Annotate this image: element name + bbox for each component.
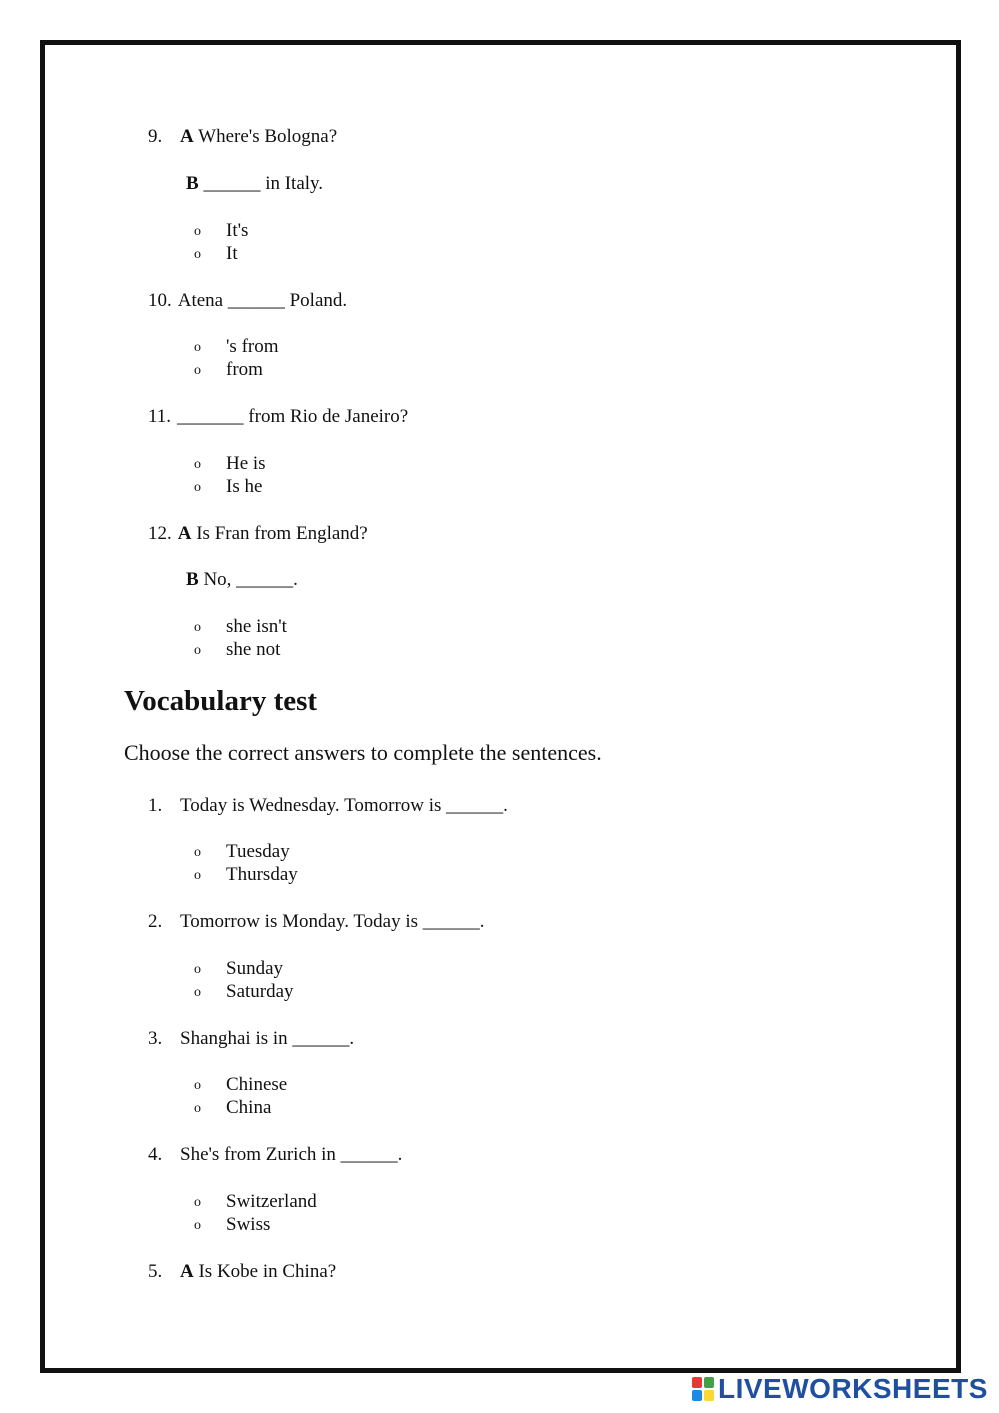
question-number: 1.	[148, 795, 163, 816]
question-9	[148, 125, 337, 149]
question-number: 2.	[148, 911, 163, 932]
logo-square	[692, 1377, 702, 1388]
option-label[interactable]: she not	[226, 639, 281, 660]
logo-text: LIVEWORKSHEETS	[718, 1373, 988, 1404]
question-10	[148, 289, 347, 313]
option[interactable]	[194, 863, 298, 888]
radio-bullet-icon[interactable]: o	[194, 224, 201, 239]
speaker-a-label: A	[177, 523, 192, 544]
vocab-question-3	[148, 1027, 354, 1051]
radio-bullet-icon[interactable]: o	[194, 985, 201, 1000]
section-instruction: Choose the correct answers to complete the sentences.	[124, 740, 602, 765]
option[interactable]	[194, 1190, 317, 1215]
question-text: _______ from Rio de Janeiro?	[177, 406, 409, 427]
option-label[interactable]: she isn't	[226, 616, 287, 637]
radio-bullet-icon[interactable]: o	[194, 1195, 201, 1210]
vocab-question-2	[148, 910, 485, 934]
radio-bullet-icon[interactable]: o	[194, 1078, 201, 1093]
radio-bullet-icon[interactable]: o	[194, 1218, 201, 1233]
option-label[interactable]: China	[226, 1097, 272, 1118]
option[interactable]	[194, 358, 263, 383]
answer-line-text: ______ in Italy.	[198, 173, 324, 194]
option-label[interactable]: Tuesday	[226, 841, 290, 862]
question-text: Shanghai is in ______.	[180, 1028, 355, 1049]
option[interactable]	[194, 1213, 270, 1238]
radio-bullet-icon[interactable]: o	[194, 363, 201, 378]
option[interactable]	[194, 1096, 271, 1121]
option-label[interactable]: Chinese	[226, 1074, 288, 1095]
speaker-b-label: B	[186, 569, 199, 590]
question-number: 12.	[148, 523, 172, 544]
option-label[interactable]: It's	[226, 220, 249, 241]
option-label[interactable]: Is he	[226, 476, 263, 497]
radio-bullet-icon[interactable]: o	[194, 1101, 201, 1116]
option[interactable]	[194, 957, 283, 982]
question-12-answer-line	[186, 568, 298, 592]
radio-bullet-icon[interactable]: o	[194, 643, 201, 658]
question-text: Is Kobe in China?	[193, 1261, 337, 1282]
section-heading: Vocabulary test	[124, 685, 318, 717]
option[interactable]	[194, 1073, 287, 1098]
option-label[interactable]: 's from	[226, 336, 279, 357]
question-number: 9.	[148, 126, 163, 147]
option-label[interactable]: Switzerland	[226, 1191, 317, 1212]
option-label[interactable]: Thursday	[226, 864, 298, 885]
answer-line-text: No, ______.	[198, 569, 298, 590]
question-number: 5.	[148, 1261, 163, 1282]
question-text: Today is Wednesday. Tomorrow is ______.	[180, 795, 508, 816]
option[interactable]	[194, 219, 248, 244]
speaker-b-label: B	[186, 173, 199, 194]
worksheet-content	[45, 45, 956, 1368]
question-text: Tomorrow is Monday. Today is ______.	[180, 911, 485, 932]
radio-bullet-icon[interactable]: o	[194, 340, 201, 355]
question-text: Atena ______ Poland.	[177, 290, 348, 311]
question-text: She's from Zurich in ______.	[180, 1144, 403, 1165]
radio-bullet-icon[interactable]: o	[194, 845, 201, 860]
radio-bullet-icon[interactable]: o	[194, 962, 201, 977]
radio-bullet-icon[interactable]: o	[194, 620, 201, 635]
question-number: 3.	[148, 1028, 163, 1049]
option-label[interactable]: Swiss	[226, 1214, 271, 1235]
option[interactable]	[194, 980, 294, 1005]
radio-bullet-icon[interactable]: o	[194, 868, 201, 883]
logo-icon	[692, 1377, 714, 1401]
question-text: Where's Bologna?	[193, 126, 338, 147]
logo-square	[692, 1390, 702, 1401]
option-label[interactable]: Sunday	[226, 958, 283, 979]
question-12	[148, 522, 368, 546]
radio-bullet-icon[interactable]: o	[194, 457, 201, 472]
question-number: 4.	[148, 1144, 163, 1165]
logo-square	[704, 1390, 714, 1401]
option-label[interactable]: Saturday	[226, 981, 294, 1002]
option-label[interactable]: from	[226, 359, 263, 380]
option[interactable]	[194, 242, 238, 267]
logo-square	[704, 1377, 714, 1388]
speaker-a-label: A	[180, 1261, 194, 1282]
speaker-a-label: A	[180, 126, 194, 147]
question-9-answer-line	[186, 172, 323, 196]
option[interactable]	[194, 335, 279, 360]
option-label[interactable]: It	[226, 243, 238, 264]
question-11	[148, 405, 408, 429]
option[interactable]	[194, 452, 266, 477]
worksheet-frame	[40, 40, 961, 1373]
option[interactable]	[194, 475, 262, 500]
question-number: 11.	[148, 406, 172, 427]
radio-bullet-icon[interactable]: o	[194, 480, 201, 495]
vocab-question-4	[148, 1143, 402, 1167]
vocab-question-5	[148, 1260, 336, 1284]
liveworksheets-logo	[692, 1373, 988, 1405]
option[interactable]	[194, 615, 287, 640]
vocab-question-1	[148, 794, 508, 818]
option-label[interactable]: He is	[226, 453, 266, 474]
question-text: Is Fran from England?	[191, 523, 368, 544]
option[interactable]	[194, 840, 290, 865]
question-number: 10.	[148, 290, 172, 311]
option[interactable]	[194, 638, 280, 663]
radio-bullet-icon[interactable]: o	[194, 247, 201, 262]
